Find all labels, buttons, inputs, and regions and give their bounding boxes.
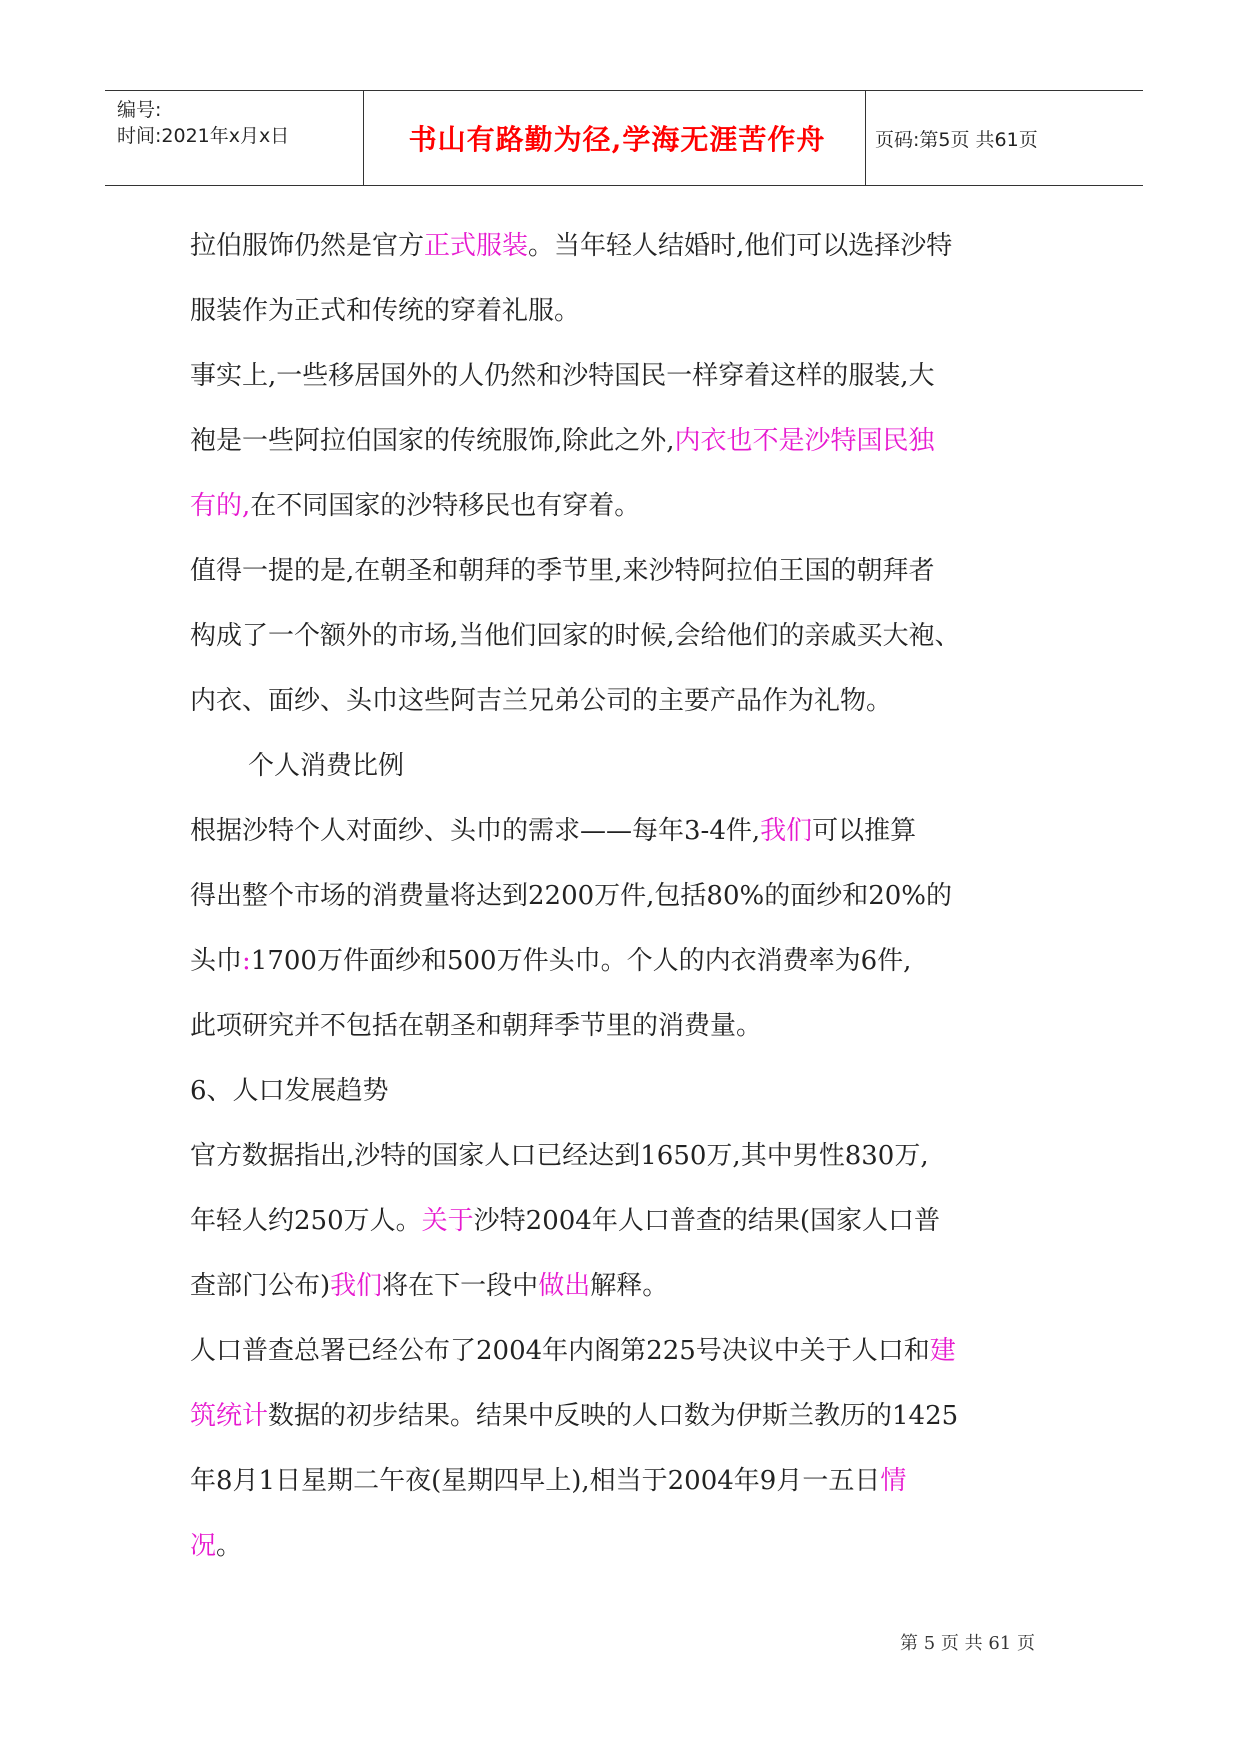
text-run: 将在下一段中 — [382, 1271, 539, 1301]
highlighted-text: 情 — [880, 1466, 907, 1496]
highlighted-text: 做出 — [538, 1271, 591, 1301]
highlighted-text: 我们 — [330, 1271, 383, 1301]
body-text-line — [190, 604, 1070, 669]
text-run: 此项研究并不包括在朝圣和朝拜季节里的消费量。 — [190, 1011, 763, 1041]
body-text-line — [190, 539, 1070, 604]
body-text-line — [190, 669, 1070, 734]
text-run: 头巾 — [190, 946, 243, 976]
body-text-line — [190, 1514, 1070, 1579]
body-text-line — [190, 864, 1070, 929]
text-run: 可以推算 — [812, 816, 917, 846]
header-page-cell — [875, 91, 1135, 185]
text-run: 解释。 — [590, 1271, 669, 1301]
highlighted-text: 有的, — [190, 491, 251, 521]
body-text-line — [190, 474, 1070, 539]
text-run: 构成了一个额外的市场,当他们回家的时候,会给他们的亲戚买大袍、 — [190, 621, 961, 651]
text-run: 得出整个市场的消费量将达到2200万件,包括80%的面纱和20%的 — [190, 881, 953, 911]
text-run: 6、人口发展趋势 — [190, 1076, 389, 1106]
text-run: 。当年轻人结婚时,他们可以选择沙特 — [528, 231, 953, 261]
text-run: 数据的初步结果。结果中反映的人口数为伊斯兰教历的1425 — [268, 1401, 959, 1431]
text-run: 值得一提的是,在朝圣和朝拜的季节里,来沙特阿拉伯王国的朝拜者 — [190, 556, 935, 586]
highlighted-text: 筑统计 — [190, 1401, 269, 1431]
text-run: 查部门公布) — [190, 1271, 331, 1301]
text-run: 沙特2004年人口普查的结果(国家人口普 — [473, 1206, 940, 1236]
body-text-line — [190, 1449, 1070, 1514]
body-text-line — [190, 734, 1070, 799]
text-run: 事实上,一些移居国外的人仍然和沙特国民一样穿着这样的服装,大 — [190, 361, 935, 391]
page-header — [105, 90, 1143, 186]
body-text-line — [190, 1189, 1070, 1254]
page-footer: 第 5 页 共 61 页 — [900, 1633, 1035, 1654]
body-text-line — [190, 929, 1070, 994]
body-text-line — [190, 1384, 1070, 1449]
body-text-line — [190, 214, 1070, 279]
document-number-label: 编号: — [117, 99, 162, 121]
body-text-line — [190, 994, 1070, 1059]
highlighted-text: 况 — [190, 1531, 217, 1561]
document-body — [190, 214, 1070, 1579]
text-run: 袍是一些阿拉伯国家的传统服饰,除此之外, — [190, 426, 675, 456]
header-divider — [865, 91, 866, 185]
text-run: 根据沙特个人对面纱、头巾的需求——每年3-4件, — [190, 816, 761, 846]
body-text-line — [190, 279, 1070, 344]
text-run: 拉伯服饰仍然是官方 — [190, 231, 425, 261]
highlighted-text: : — [242, 946, 251, 976]
body-text-line — [190, 1124, 1070, 1189]
body-text-line — [190, 1254, 1070, 1319]
text-run: 人口普查总署已经公布了2004年内阁第225号决议中关于人口和 — [190, 1336, 930, 1366]
highlighted-text: 正式服装 — [424, 231, 529, 261]
body-text-line — [190, 799, 1070, 864]
text-run: 在不同国家的沙特移民也有穿着。 — [250, 491, 641, 521]
body-text-line — [190, 344, 1070, 409]
text-run: 内衣、面纱、头巾这些阿吉兰兄弟公司的主要产品作为礼物。 — [190, 686, 893, 716]
text-run: 年轻人约250万人。 — [190, 1206, 422, 1236]
header-page-number: 页码:第5页 共61页 — [875, 128, 1038, 151]
highlighted-text: 内衣也不是沙特国民独 — [674, 426, 935, 456]
text-run: 个人消费比例 — [248, 751, 405, 781]
body-text-line — [190, 1319, 1070, 1384]
document-time-label: 时间:2021年x月x日 — [117, 125, 290, 147]
header-motto-cell — [370, 91, 864, 185]
text-run: 。 — [216, 1531, 243, 1561]
highlighted-text: 我们 — [760, 816, 813, 846]
text-run: 服装作为正式和传统的穿着礼服。 — [190, 296, 581, 326]
body-text-line — [190, 1059, 1070, 1124]
text-run: 官方数据指出,沙特的国家人口已经达到1650万,其中男性830万, — [190, 1141, 929, 1171]
highlighted-text: 关于 — [421, 1206, 474, 1236]
header-meta — [117, 91, 367, 185]
header-motto: 书山有路勤为径,学海无涯苦作舟 — [408, 123, 826, 156]
header-divider — [363, 91, 364, 185]
text-run: 年8月1日星期二午夜(星期四早上),相当于2004年9月一五日 — [190, 1466, 881, 1496]
body-text-line — [190, 409, 1070, 474]
highlighted-text: 建 — [929, 1336, 956, 1366]
text-run: 1700万件面纱和500万件头巾。个人的内衣消费率为6件, — [250, 946, 912, 976]
